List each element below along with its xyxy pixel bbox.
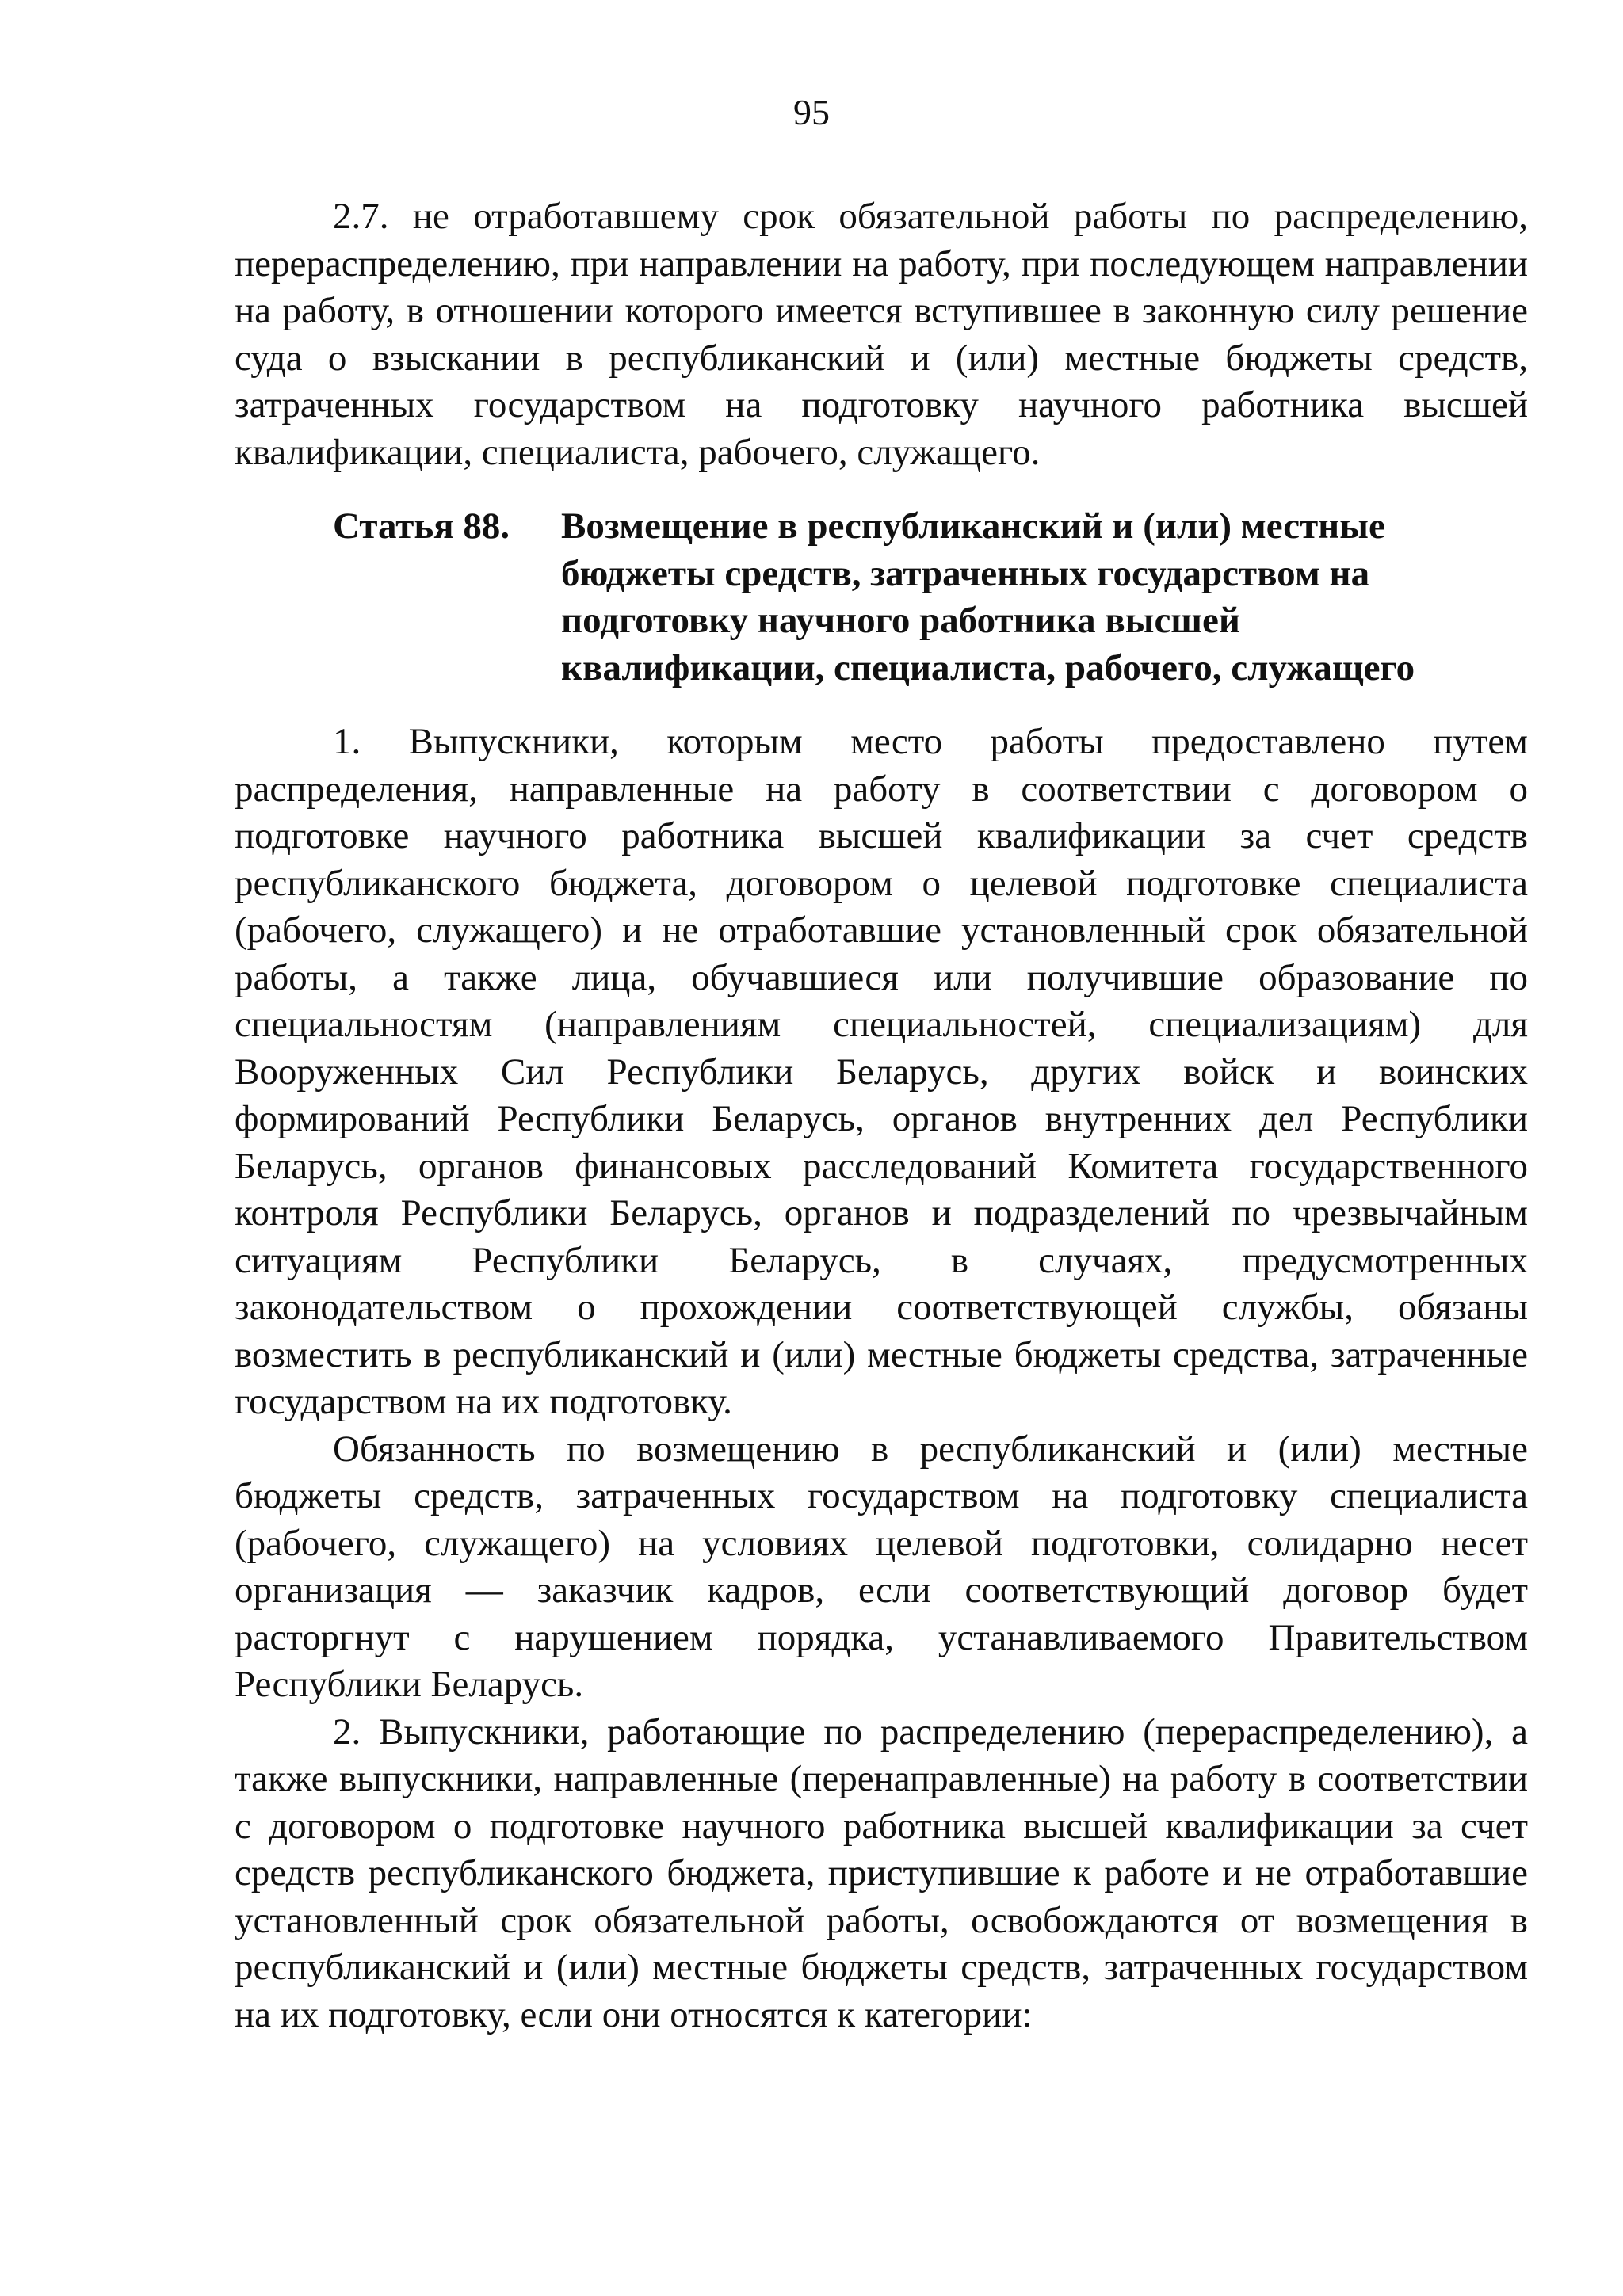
article-title: Возмещение в республиканский и (или) местные бюджеты средств, затраченных государством на подготовку научного работника высшей квалификации, специалиста, рабочего, служащего	[561, 505, 1415, 688]
page-number: 95	[793, 92, 830, 132]
document-body	[235, 193, 1528, 2039]
paragraph-1: 1. Выпускники, которым место работы предоставлено путем распределения, направленные на работу в соответствии с договором о подготовке научного работника высшей квалификации за счет средств республиканского бюджета, договором о целевой подготовке специалиста (рабочего, служащего) и не отработавшие установленный срок обязательной работы, а также лица, обучавшиеся или получившие образование по специальностям (направлениям специальностей, специализациям) для Вооруженных Сил Республики Беларусь, других войск и воинских формирований Республики Беларусь, органов внутренних дел Республики Беларусь, органов финансовых расследований Комитета государственного контроля Республики Беларусь, органов и подразделений по чрезвычайным ситуациям Республики Беларусь, в случаях, предусмотренных законодательством о прохождении соответствующей службы, обязаны возместить в республиканский и (или) местные бюджеты средства, затраченные государством на их подготовку.	[235, 721, 1528, 1422]
paragraph-2: 2. Выпускники, работающие по распределению (перераспределению), а также выпускники, направленные (перенаправленные) на работу в соответствии с договором о подготовке научного работника высшей квалификации за счет средств республиканского бюджета, приступившие к работе и не отработавшие установленный срок обязательной работы, освобождаются от возмещения в республиканский и (или) местные бюджеты средств, затраченных государством на их подготовку, если они относятся к категории:	[235, 1711, 1528, 2035]
article-number: Статья 88.	[333, 505, 510, 547]
paragraph-obligation: Обязанность по возмещению в республиканский и (или) местные бюджеты средств, затраченных государством на подготовку специалиста (рабочего, служащего) на условиях целевой подготовки, солидарно несет организация — заказчик кадров, если соответствующий договор будет расторгнут с нарушением порядка, устанавливаемого Правительством Республики Беларусь.	[235, 1428, 1528, 1705]
paragraph-2-7: 2.7. не отработавшему срок обязательной работы по распределению, перераспределению, при направлении на работу, при последующем направлении на работу, в отношении которого имеется вступившее в законную силу решение суда о взыскании в республиканский и (или) местные бюджеты средств, затраченных государством на подготовку научного работника высшей квалификации, специалиста, рабочего, служащего.	[235, 196, 1528, 473]
article-heading	[235, 503, 1528, 692]
